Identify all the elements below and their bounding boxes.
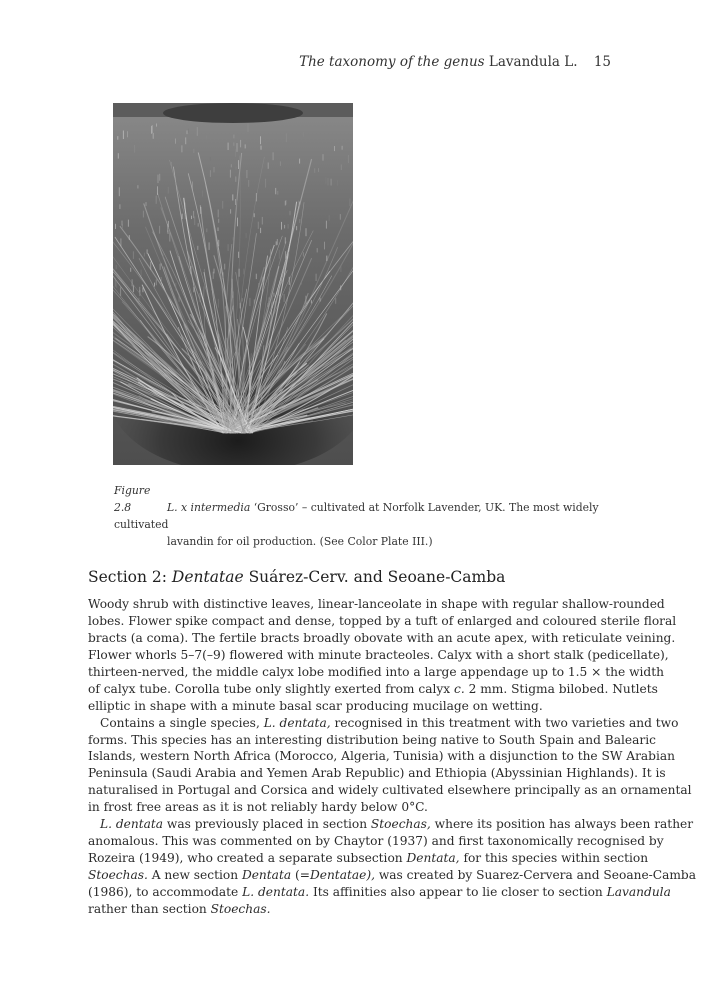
p3-ldentata: L. dentata. <box>242 884 310 899</box>
p1-line-6b: 2 mm. Stigma bilobed. Nutlets <box>468 681 658 696</box>
p2-line-2: forms. This species has an interesting distribution being native to South Spain and Balearic <box>88 732 656 747</box>
p3-line-3a: Rozeira (1949), who created a separate subsection <box>88 851 403 866</box>
p3-dentata-section: Dentata <box>241 868 292 882</box>
p3-stoechas-2: Stoechas. <box>88 868 148 882</box>
p3-line-5a: (1986), to accommodate <box>88 884 239 899</box>
p1-line-3: bracts (a coma). The fertile bracts broadly obovate with an acute apex, with reticulate veining. <box>88 630 676 645</box>
p3-species: L. dentata <box>100 817 164 832</box>
p2-line-1 <box>88 715 679 732</box>
figure-caption <box>114 482 614 550</box>
running-head-title: The taxonomy of the genus <box>299 54 485 70</box>
p3-line-2: anomalous. This was commented on by Chaytor (1937) and first taxonomically recognised by <box>88 834 664 849</box>
figure-photo-lavender <box>113 103 353 465</box>
p3-line-5 <box>88 884 671 901</box>
p3-line-1a: was previously placed in section <box>166 817 368 832</box>
p2-line-4: Peninsula (Saudi Arabia and Yemen Arab Republic) and Ethiopia (Abyssinian Highlands). It is <box>88 766 666 781</box>
p2-line-1a: Contains a single species, <box>100 715 260 730</box>
p3-line-3b: for this species within section <box>463 851 649 866</box>
p3-line-1 <box>88 816 694 833</box>
p3-line-3 <box>88 850 649 867</box>
p2-line-1b: recognised in this treatment with two varieties and two <box>334 715 679 730</box>
p2-species: L. dentata, <box>263 715 331 730</box>
p1-line-6-circa: c. <box>454 681 465 696</box>
figure-label: Figure 2.8 <box>114 484 151 514</box>
p1-line-2: lobes. Flower spike compact and dense, topped by a tuft of enlarged and coloured sterile floral <box>88 613 677 628</box>
p1-line-5: thirteen-nerved, the middle calyx lobe modified into a large appendage up to 1.5 × the width <box>88 664 664 679</box>
running-head <box>299 54 611 70</box>
p1-line-6a: of calyx tube. Corolla tube only slightly exerted from calyx <box>88 681 451 696</box>
p3-line-6 <box>88 901 614 918</box>
p1-line-1: Woody shrub with distinctive leaves, linear-lanceolate in shape with regular shallow-rounded <box>88 597 665 611</box>
section-prefix: Section 2: <box>88 568 167 586</box>
section-heading <box>88 568 505 586</box>
p2-line-6: in frost free areas as it is not reliably hardy below 0°C. <box>88 800 428 815</box>
lavender-photo-image <box>113 103 353 465</box>
p3-line-5b: Its affinities also appear to lie closer to section <box>312 884 603 899</box>
p3-line-1b: where its position has always been rather <box>434 817 694 832</box>
body-text <box>88 596 696 918</box>
page-number: 15 <box>593 54 611 70</box>
p2-line-5: naturalised in Portugal and Corsica and widely cultivated elsewhere principally as an ornamental <box>88 783 692 798</box>
p1-line-7: elliptic in shape with a minute basal scar producing mucilage on wetting. <box>88 698 543 713</box>
p3-stoechas-1: Stoechas, <box>370 817 431 832</box>
p3-equals: (= <box>295 868 310 882</box>
p1-line-6 <box>88 681 658 698</box>
p3-line-4b: was created by Suarez-Cervera and Seoane-Camba <box>378 868 696 882</box>
running-head-genus: Lavandula L. <box>488 54 578 70</box>
p3-line-4 <box>88 867 696 884</box>
caption-taxon: L. x intermedia <box>167 501 251 514</box>
caption-line2: lavandin for oil production. (See Color Plate III.) <box>167 535 433 548</box>
p3-line-4a: A new section <box>151 868 239 882</box>
p3-lavandula: Lavandula <box>606 884 671 899</box>
p3-dentatae: Dentatae), <box>309 868 375 882</box>
p3-line-6a: rather than section <box>88 901 207 916</box>
section-authors: Suárez-Cerv. and Seoane-Camba <box>248 568 506 586</box>
p2-line-3: Islands, western North Africa (Morocco, Algeria, Tunisia) with a disjunction to the SW Arabian <box>88 749 675 764</box>
p3-stoechas-3: Stoechas. <box>210 901 271 916</box>
p3-dentata-subsection: Dentata, <box>406 851 460 866</box>
caption-line1: ‘Grosso’ – cultivated at Norfolk Lavender, UK. The most widely cultivated <box>114 501 599 531</box>
p1-line-4: Flower whorls 5–7(–9) flowered with minute bracteoles. Calyx with a short stalk (pedicellate), <box>88 647 669 662</box>
section-name: Dentatae <box>171 568 244 586</box>
